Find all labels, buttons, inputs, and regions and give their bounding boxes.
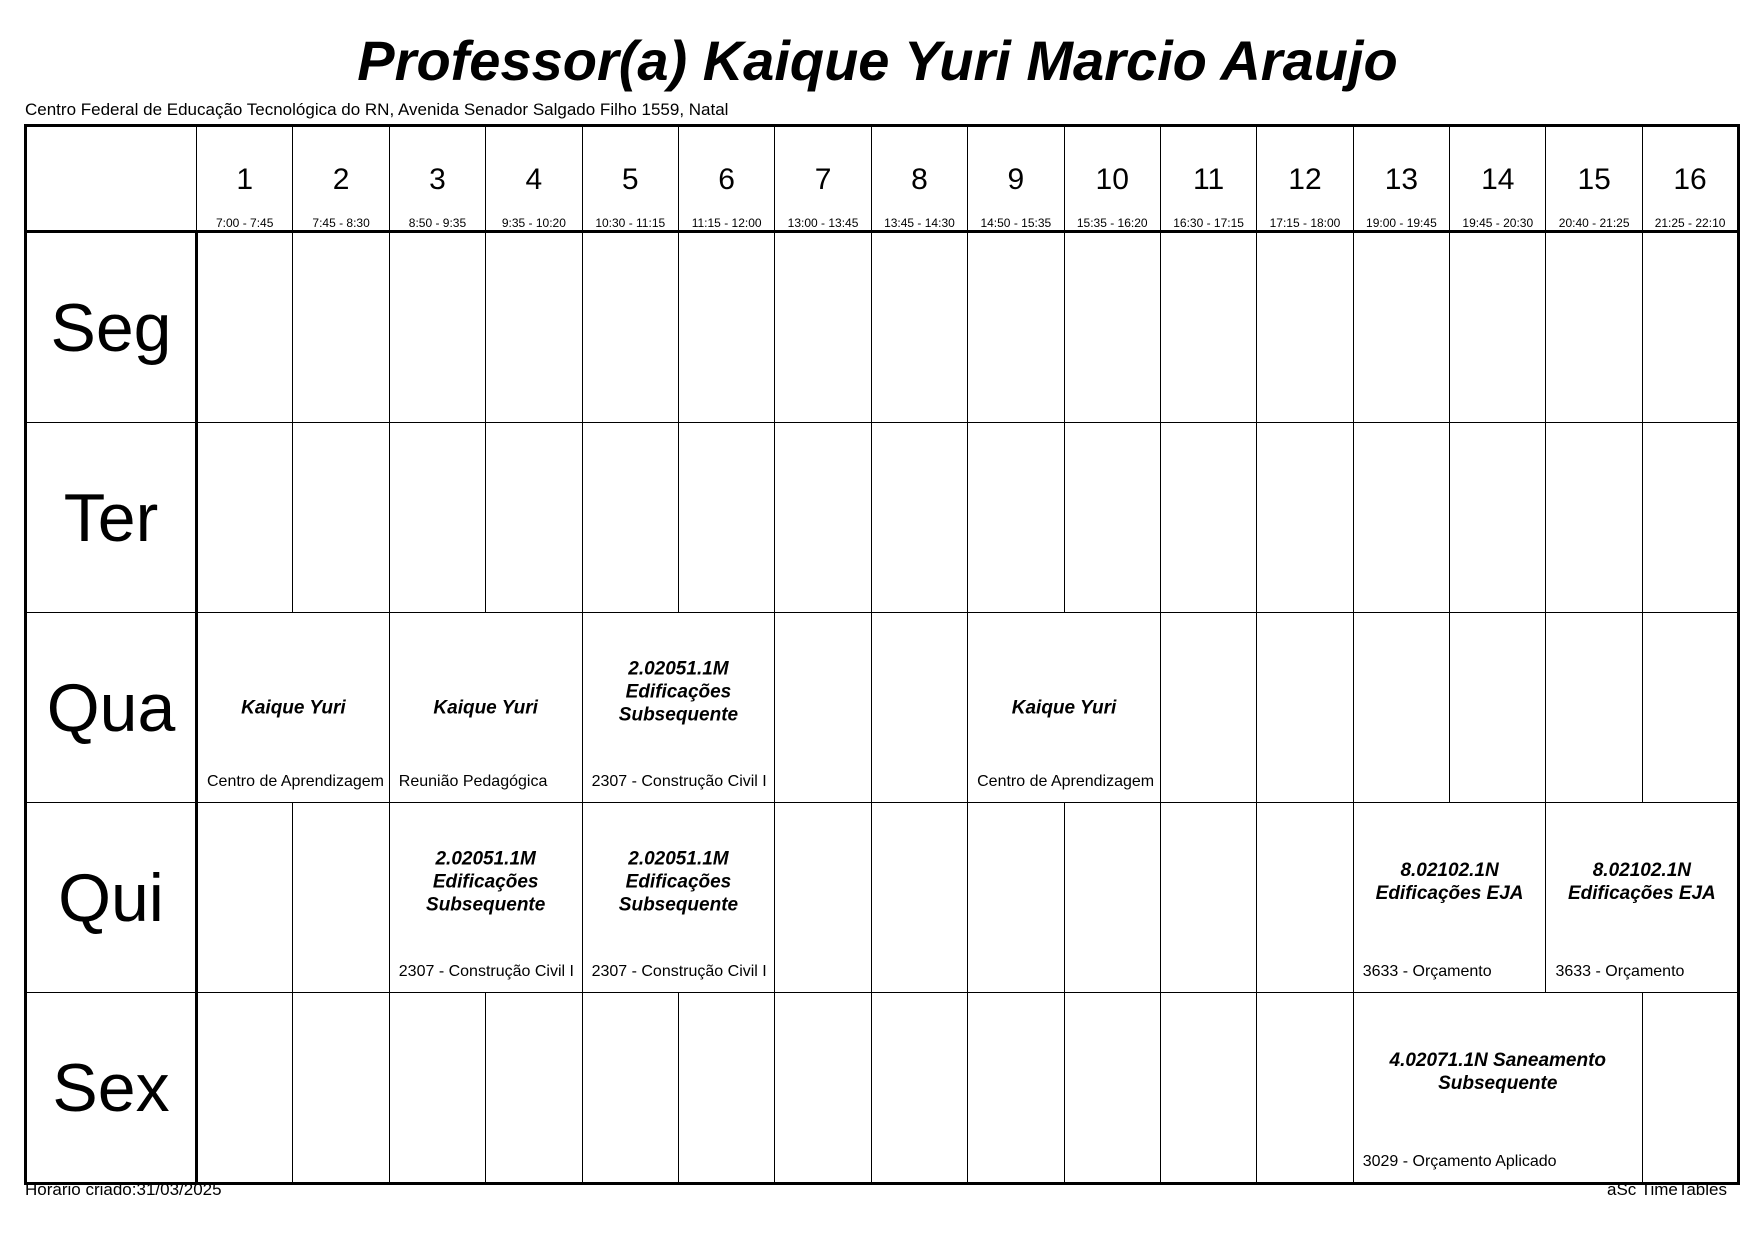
day-row xyxy=(26,613,1739,803)
empty-slot[interactable] xyxy=(1257,613,1353,803)
empty-slot[interactable] xyxy=(1450,613,1546,803)
empty-slot[interactable] xyxy=(293,423,389,613)
lesson-card[interactable] xyxy=(389,613,582,803)
day-row xyxy=(26,232,1739,423)
empty-slot[interactable] xyxy=(1160,232,1256,423)
period-time: 21:25 - 22:10 xyxy=(1654,216,1726,230)
empty-slot[interactable] xyxy=(1257,803,1353,993)
empty-slot[interactable] xyxy=(486,232,582,423)
lesson-card[interactable] xyxy=(389,803,582,993)
lesson-subject: Reunião Pedagógica xyxy=(398,773,548,790)
empty-slot[interactable] xyxy=(582,993,678,1184)
period-header xyxy=(197,126,293,232)
empty-slot[interactable] xyxy=(1546,232,1642,423)
lesson-subject: Centro de Aprendizagem xyxy=(977,773,1155,790)
period-time: 7:45 - 8:30 xyxy=(312,216,370,230)
empty-slot[interactable] xyxy=(389,423,485,613)
timetable xyxy=(24,124,1740,1185)
empty-slot[interactable] xyxy=(197,803,293,993)
period-header xyxy=(871,126,967,232)
lesson-content xyxy=(1354,993,1642,1182)
empty-slot[interactable] xyxy=(197,423,293,613)
period-number: 11 xyxy=(1193,163,1225,196)
day-cell xyxy=(26,803,197,993)
period-header xyxy=(775,126,871,232)
empty-slot[interactable] xyxy=(678,423,774,613)
empty-slot[interactable] xyxy=(293,803,389,993)
period-header-row xyxy=(26,126,1739,232)
empty-slot[interactable] xyxy=(582,232,678,423)
empty-slot[interactable] xyxy=(1642,232,1738,423)
empty-slot[interactable] xyxy=(1064,232,1160,423)
empty-slot[interactable] xyxy=(871,423,967,613)
period-header xyxy=(389,126,485,232)
lesson-content xyxy=(198,613,389,802)
period-time: 16:30 - 17:15 xyxy=(1173,216,1244,230)
empty-slot[interactable] xyxy=(1064,803,1160,993)
day-name: Sex xyxy=(52,1049,170,1126)
empty-slot[interactable] xyxy=(197,232,293,423)
empty-slot[interactable] xyxy=(775,232,871,423)
empty-slot[interactable] xyxy=(389,993,485,1184)
period-header xyxy=(678,126,774,232)
period-number: 1 xyxy=(236,163,254,196)
empty-slot[interactable] xyxy=(1064,423,1160,613)
period-header xyxy=(1257,126,1353,232)
empty-slot[interactable] xyxy=(1642,993,1738,1184)
period-time: 20:40 - 21:25 xyxy=(1558,216,1630,230)
period-number: 12 xyxy=(1288,163,1322,196)
day-row xyxy=(26,803,1739,993)
period-header xyxy=(1642,126,1738,232)
period-header xyxy=(1160,126,1256,232)
page-title: Professor(a) Kaique Yuri Marcio Araujo xyxy=(357,29,1398,92)
period-time: 9:35 - 10:20 xyxy=(501,216,566,230)
period-number: 8 xyxy=(911,163,928,196)
period-time: 14:50 - 15:35 xyxy=(980,216,1052,230)
lesson-card[interactable] xyxy=(582,613,775,803)
lesson-subject: 2307 - Construção Civil I xyxy=(398,963,574,980)
lesson-content xyxy=(1354,803,1546,992)
period-time: 19:45 - 20:30 xyxy=(1462,216,1534,230)
empty-slot[interactable] xyxy=(968,232,1064,423)
lesson-card[interactable] xyxy=(197,613,390,803)
lesson-subject: 3029 - Orçamento Aplicado xyxy=(1362,1153,1557,1170)
empty-slot[interactable] xyxy=(871,993,967,1184)
period-header xyxy=(1064,126,1160,232)
lesson-card[interactable] xyxy=(1353,993,1642,1184)
day-row xyxy=(26,993,1739,1184)
period-number: 10 xyxy=(1095,163,1129,196)
period-number: 4 xyxy=(525,163,543,196)
empty-slot[interactable] xyxy=(775,993,871,1184)
empty-slot[interactable] xyxy=(968,423,1064,613)
empty-slot[interactable] xyxy=(1642,423,1738,613)
period-header xyxy=(486,126,582,232)
lesson-content xyxy=(1546,803,1737,992)
empty-slot[interactable] xyxy=(1160,803,1256,993)
lesson-title: Kaique Yuri xyxy=(241,697,346,718)
day-row xyxy=(26,423,1739,613)
lesson-card[interactable] xyxy=(1353,803,1546,993)
lesson-title: 8.02102.1N Edificações EJA xyxy=(1375,860,1524,905)
empty-slot[interactable] xyxy=(293,232,389,423)
empty-slot[interactable] xyxy=(1546,423,1642,613)
period-time: 8:50 - 9:35 xyxy=(408,216,467,230)
period-time: 13:45 - 14:30 xyxy=(884,216,955,230)
empty-slot[interactable] xyxy=(968,803,1064,993)
day-name: Qua xyxy=(46,669,176,746)
empty-slot[interactable] xyxy=(1160,423,1256,613)
lesson-subject: 2307 - Construção Civil I xyxy=(591,773,767,790)
period-number: 15 xyxy=(1577,163,1611,196)
lesson-content xyxy=(390,803,582,992)
lesson-title: 8.02102.1N Edificações EJA xyxy=(1567,860,1716,905)
empty-slot[interactable] xyxy=(871,803,967,993)
period-header xyxy=(582,126,678,232)
day-cell xyxy=(26,423,197,613)
empty-slot[interactable] xyxy=(678,232,774,423)
empty-slot[interactable] xyxy=(1160,613,1256,803)
empty-slot[interactable] xyxy=(1642,613,1738,803)
empty-slot[interactable] xyxy=(486,423,582,613)
empty-slot[interactable] xyxy=(775,803,871,993)
empty-slot[interactable] xyxy=(389,232,485,423)
lesson-card[interactable] xyxy=(582,803,775,993)
empty-slot[interactable] xyxy=(1546,613,1642,803)
empty-slot[interactable] xyxy=(775,613,871,803)
school-info: Centro Federal de Educação Tecnológica do RN, Avenida Senador Salgado Filho 1559, Natal xyxy=(25,100,729,119)
period-time: 13:00 - 13:45 xyxy=(787,216,859,230)
period-number: 14 xyxy=(1481,163,1515,196)
lesson-subject: 2307 - Construção Civil I xyxy=(591,963,767,980)
period-time: 17:15 - 18:00 xyxy=(1269,216,1341,230)
day-cell xyxy=(26,232,197,423)
period-number: 5 xyxy=(621,163,639,196)
corner-cell xyxy=(26,126,197,232)
period-number: 3 xyxy=(429,163,446,196)
empty-slot[interactable] xyxy=(1064,993,1160,1184)
empty-slot[interactable] xyxy=(871,613,967,803)
lesson-title: 2.02051.1M Edificações Subsequente xyxy=(618,658,739,726)
period-time: 7:00 - 7:45 xyxy=(216,216,274,230)
empty-slot[interactable] xyxy=(775,423,871,613)
empty-slot[interactable] xyxy=(1257,423,1353,613)
lesson-title: Kaique Yuri xyxy=(1011,697,1117,718)
period-time: 19:00 - 19:45 xyxy=(1366,216,1437,230)
app-credit: aSc TimeTables xyxy=(1607,1180,1727,1199)
empty-slot[interactable] xyxy=(871,232,967,423)
period-number: 16 xyxy=(1673,163,1707,196)
period-number: 9 xyxy=(1007,163,1025,196)
empty-slot[interactable] xyxy=(678,993,774,1184)
lesson-title: 2.02051.1M Edificações Subsequente xyxy=(426,848,546,916)
empty-slot[interactable] xyxy=(1353,613,1449,803)
period-number: 13 xyxy=(1384,163,1419,196)
lesson-subject: 3633 - Orçamento xyxy=(1555,963,1685,980)
empty-slot[interactable] xyxy=(293,993,389,1184)
empty-slot[interactable] xyxy=(1257,232,1353,423)
period-header xyxy=(293,126,389,232)
created-date: Horário criado:31/03/2025 xyxy=(25,1180,222,1199)
empty-slot[interactable] xyxy=(968,993,1064,1184)
period-time: 11:15 - 12:00 xyxy=(691,216,762,230)
empty-slot[interactable] xyxy=(1160,993,1256,1184)
lesson-content xyxy=(583,613,775,802)
period-header xyxy=(968,126,1064,232)
empty-slot[interactable] xyxy=(197,993,293,1184)
period-number: 2 xyxy=(332,163,350,196)
day-cell xyxy=(26,613,197,803)
period-time: 10:30 - 11:15 xyxy=(595,216,666,230)
lesson-subject: 3633 - Orçamento xyxy=(1362,963,1492,980)
lesson-content xyxy=(390,613,582,802)
empty-slot[interactable] xyxy=(1257,993,1353,1184)
lesson-title: Kaique Yuri xyxy=(433,697,538,718)
empty-slot[interactable] xyxy=(1353,423,1449,613)
lesson-content xyxy=(583,803,775,992)
empty-slot[interactable] xyxy=(486,993,582,1184)
period-header xyxy=(1450,126,1546,232)
period-time: 15:35 - 16:20 xyxy=(1076,216,1148,230)
period-number: 6 xyxy=(718,163,735,196)
period-header xyxy=(1546,126,1642,232)
empty-slot[interactable] xyxy=(1353,232,1449,423)
empty-slot[interactable] xyxy=(1450,232,1546,423)
lesson-card[interactable] xyxy=(1546,803,1739,993)
period-number: 7 xyxy=(814,163,832,196)
lesson-card[interactable] xyxy=(968,613,1161,803)
lesson-title: 4.02071.1N Saneamento Subsequente xyxy=(1389,1050,1607,1095)
lesson-content xyxy=(968,613,1160,802)
day-name: Qui xyxy=(58,859,164,936)
day-cell xyxy=(26,993,197,1184)
day-name: Ter xyxy=(63,479,159,556)
day-name: Seg xyxy=(50,289,172,366)
lesson-subject: Centro de Aprendizagem xyxy=(207,773,384,790)
empty-slot[interactable] xyxy=(582,423,678,613)
period-header xyxy=(1353,126,1449,232)
empty-slot[interactable] xyxy=(1450,423,1546,613)
lesson-title: 2.02051.1M Edificações Subsequente xyxy=(618,848,739,916)
